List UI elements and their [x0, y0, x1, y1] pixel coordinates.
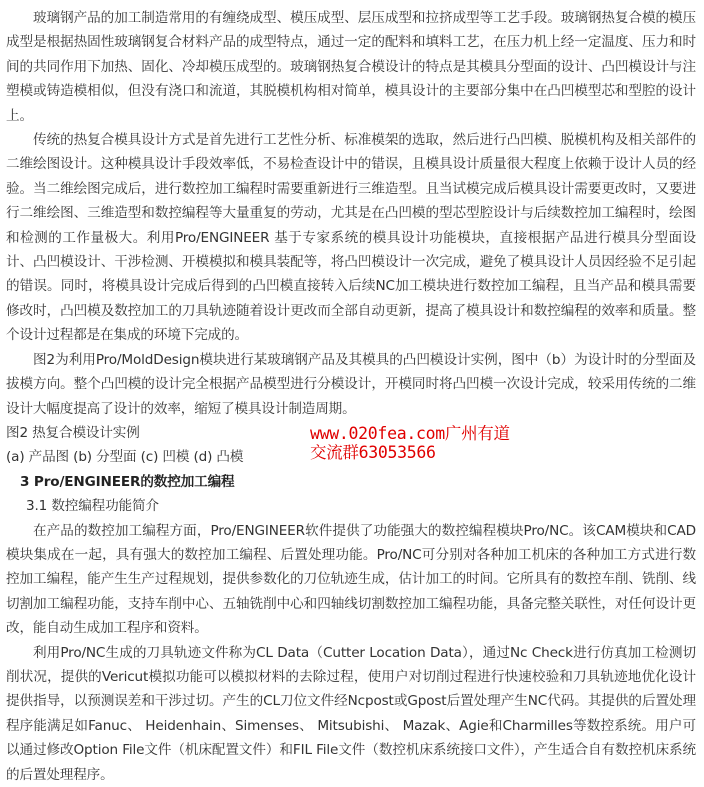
- paragraph-traditional-design: 传统的热复合模具设计方式是首先进行工艺性分析、标准模架的选取，然后进行凸凹模、脱模机构及相关部件的二维绘图设计。这种模具设计手段效率低，不易检查设计中的错误，且模具设计质量很大程度上依赖于设计人员的经验。当二维绘图完成后，进行数控加工编程时需要重新进行三维造型。且当试模完成后模具设计需要更改时，又要进行二维绘图、三维造型和数控编程等大量重复的劳动，尤其是在凸凹模的型芯型腔设计与后续数控加工编程时，绘图和检测的工作量极大。利用Pro/ENGINEER 基于专家系统的模具设计功能模块，直接根据产品进行模具分型面设计、凸凹模设计、干涉检测、开模模拟和模具装配等，将凸凹模设计一次完成，避免了模具设计人员因经验不足引起的错误。同时，将模具设计完成后得到的凸凹模直接转入后续NC加工模块进行数控加工编程，且当产品和模具需要修改时，凸凹模及数控加工的刀具轨迹随着设计更改而全部自动更新，提高了模具设计和数控编程的效率和质量。整个设计过程都是在集成的环境下完成的。: [6, 132, 696, 344]
- paragraph-intro: 玻璃钢产品的加工制造常用的有缠绕成型、模压成型、层压成型和拉挤成型等工艺手段。玻璃钢热复合模的模压成型是根据热固性玻璃钢复合材料产品的成型特点，通过一定的配料和填料工艺，在压力机上经一定温度、压力和时间的共同作用下加热、固化、冷却模压成型的。玻璃钢热复合模设计的特点是其模具分型面的设计、凸凹模设计与注塑模或铸造模相似，但没有浇口和流道，其脱模机构相对简单，模具设计的主要部分集中在凸凹模型芯和型腔的设计上。: [6, 10, 696, 124]
- watermark-group-line: 交流群63053566: [310, 443, 436, 462]
- watermark: [310, 424, 510, 462]
- article-body: [6, 6, 696, 787]
- paragraph-cl-data: 利用Pro/NC生成的刀具轨迹文件称为CL Data（Cutter Location Data），通过Nc Check进行仿真加工检测切削状况，提供的Vericut模拟功能可以模拟材料的去除过程，使用户对切削过程进行快速校验和刀具轨迹地优化设计提供指导，以预测误差和干涉过切。产生的CL刀位文件经Ncpost或Gpost后置处理产生NC代码。其提供的后置处理程序能满足如Fanuc、 Heidenhain、Simenses、 Mitsubishi、 Mazak、Agie和Charmilles等数控系统。用户可以通过修改Option File文件（机床配置文件）和FIL File文件（数控机床系统接口文件），产生适合自有数控机床系统的后置处理程序。: [6, 644, 696, 783]
- figure-caption: 图2 热复合模设计实例: [6, 424, 140, 441]
- watermark-url-line: www.020fea.com广州有道: [310, 424, 510, 443]
- subsection-heading: 3.1 数控编程功能简介: [26, 498, 159, 515]
- paragraph-figure-description: 图2为利用Pro/MoldDesign模块进行某玻璃钢产品及其模具的凸凹模设计实例，图中（b）为设计时的分型面及拔模方向。整个凸凹模的设计完全根据产品模型进行分模设计，开模同时将凸凹模一次设计完成，较采用传统的二维设计大幅度提高了设计的效率，缩短了模具设计制造周期。: [6, 351, 696, 417]
- section-heading: 3 Pro/ENGINEER的数控加工编程: [20, 473, 235, 490]
- paragraph-nc-overview: 在产品的数控加工编程方面，Pro/ENGINEER软件提供了功能强大的数控编程模块Pro/NC。该CAM模块和CAD 模块集成在一起，具有强大的数控加工编程、后置处理功能。Pro/NC可分别对各种加工机床的各种加工方式进行数控加工编程，能产生生产过程规划，提供参数化的刀位轨迹生成，估计加工的时间。它所具有的数控车削、铣削、线切割加工编程功能，支持车削中心、五轴铣削中心和四轴线切割数控加工编程功能，具备完整关联性，对任何设计更改，能自动生成加工程序和资料。: [6, 522, 696, 637]
- figure-subcaptions: (a) 产品图 (b) 分型面 (c) 凹模 (d) 凸模: [6, 449, 244, 466]
